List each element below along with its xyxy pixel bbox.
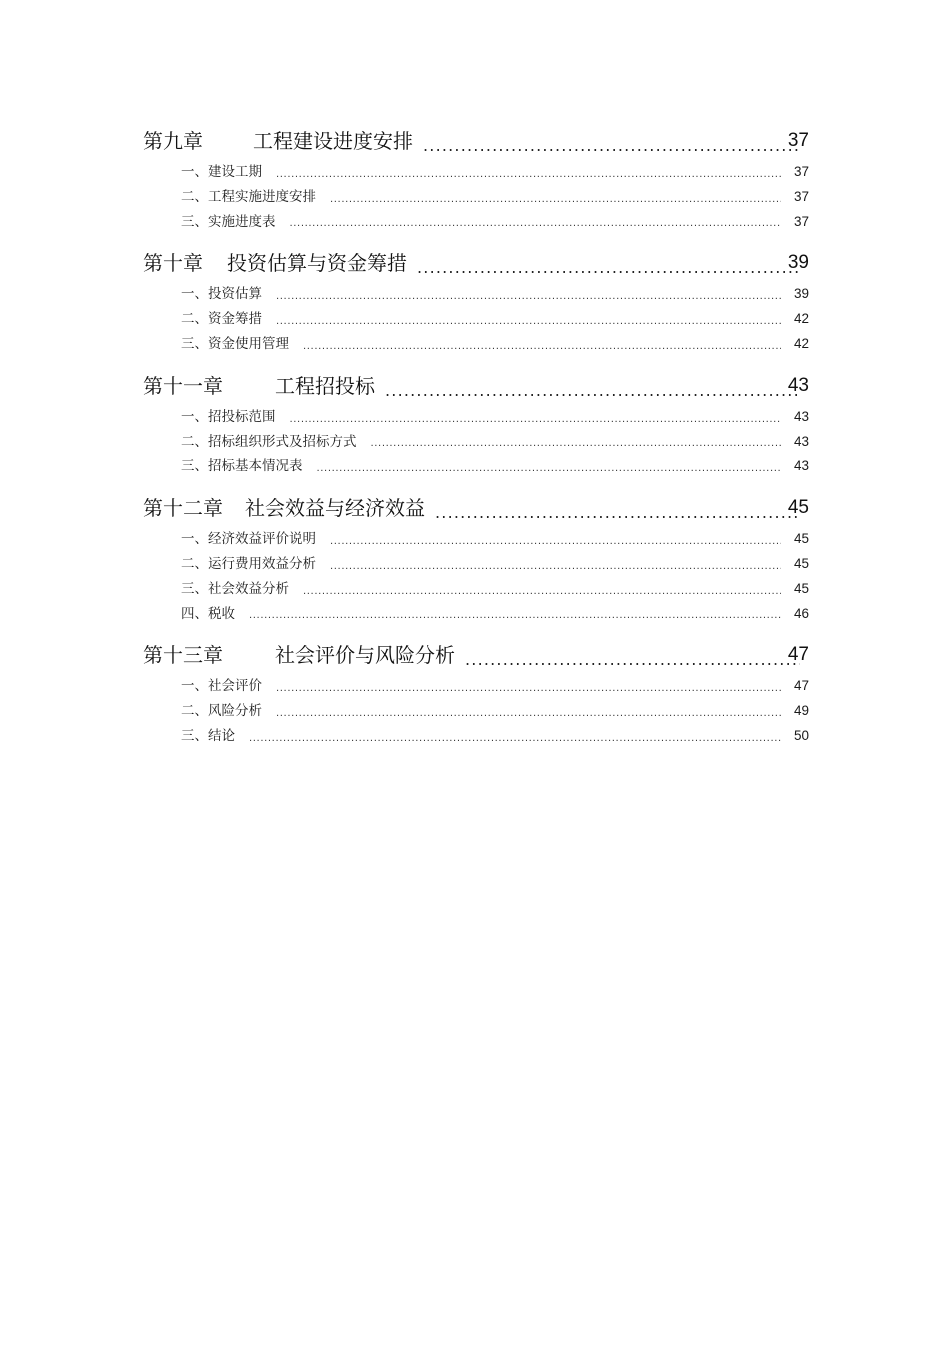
section-label: 二、运行费用效益分析 xyxy=(181,555,316,572)
toc-chapter-9 xyxy=(143,122,809,234)
chapter-heading[interactable] xyxy=(143,489,809,527)
toc-section[interactable] xyxy=(181,699,809,724)
chapter-title: 投资估算与资金筹措 xyxy=(227,251,407,276)
section-label: 四、税收 xyxy=(181,605,235,622)
section-label: 一、社会评价 xyxy=(181,678,262,695)
chapter-number: 第十一章 xyxy=(143,373,223,398)
page-number: 37 xyxy=(793,213,809,229)
toc-section[interactable] xyxy=(181,602,809,627)
toc-chapter-13 xyxy=(143,636,809,748)
toc-section[interactable] xyxy=(181,430,809,455)
dot-leader xyxy=(417,244,800,282)
toc-section[interactable] xyxy=(181,307,809,332)
dot-leader xyxy=(465,636,800,674)
section-label: 一、招投标范围 xyxy=(181,408,276,425)
page-number: 37 xyxy=(793,188,809,204)
page-number: 47 xyxy=(793,678,809,694)
toc-section[interactable] xyxy=(181,724,809,749)
toc-section[interactable] xyxy=(181,527,809,552)
page-number: 45 xyxy=(793,555,809,571)
page-number: 43 xyxy=(793,458,809,474)
chapter-number: 第九章 xyxy=(143,129,203,153)
toc-section[interactable] xyxy=(181,454,809,479)
toc-section[interactable] xyxy=(181,332,809,357)
dot-leader xyxy=(276,699,781,724)
section-label: 二、风险分析 xyxy=(181,703,262,720)
toc-section[interactable] xyxy=(181,552,809,577)
dot-leader xyxy=(435,489,800,527)
dot-leader xyxy=(423,122,800,160)
chapter-number: 第十章 xyxy=(143,251,203,276)
page-number: 39 xyxy=(793,286,809,302)
chapter-heading[interactable] xyxy=(143,636,809,674)
dot-leader xyxy=(276,674,781,699)
toc-chapter-10 xyxy=(143,244,809,356)
section-label: 三、实施进度表 xyxy=(181,213,276,230)
dot-leader xyxy=(290,405,782,430)
page-number: 47 xyxy=(787,644,809,666)
chapter-title: 工程建设进度安排 xyxy=(253,129,413,153)
dot-leader xyxy=(371,430,782,455)
section-label: 三、社会效益分析 xyxy=(181,580,289,597)
dot-leader xyxy=(385,367,800,405)
dot-leader xyxy=(303,577,781,602)
dot-leader xyxy=(317,454,782,479)
page-number: 42 xyxy=(793,335,809,351)
toc-section[interactable] xyxy=(181,282,809,307)
section-label: 一、经济效益评价说明 xyxy=(181,531,316,548)
dot-leader xyxy=(330,552,781,577)
section-label: 二、资金筹措 xyxy=(181,311,262,328)
page-number: 46 xyxy=(793,605,809,621)
section-label: 三、招标基本情况表 xyxy=(181,458,303,475)
toc-section[interactable] xyxy=(181,210,809,235)
toc-chapter-12 xyxy=(143,489,809,626)
chapter-heading[interactable] xyxy=(143,367,809,405)
page-number: 45 xyxy=(793,580,809,596)
dot-leader xyxy=(330,527,781,552)
page-number: 45 xyxy=(793,531,809,547)
toc-section[interactable] xyxy=(181,674,809,699)
chapter-title: 工程招投标 xyxy=(275,373,375,398)
page-number: 39 xyxy=(787,252,809,274)
chapter-heading[interactable] xyxy=(143,244,809,282)
page-number: 45 xyxy=(787,497,809,519)
dot-leader xyxy=(249,724,781,749)
page-number: 42 xyxy=(793,311,809,327)
dot-leader xyxy=(330,185,781,210)
page-number: 37 xyxy=(787,130,809,151)
page-number: 49 xyxy=(793,703,809,719)
section-label: 二、工程实施进度安排 xyxy=(181,188,316,205)
chapter-heading[interactable] xyxy=(143,122,809,160)
page-number: 50 xyxy=(793,727,809,743)
section-label: 三、资金使用管理 xyxy=(181,335,289,352)
section-label: 一、建设工期 xyxy=(181,164,262,180)
dot-leader xyxy=(303,332,781,357)
toc-section[interactable] xyxy=(181,405,809,430)
page-number: 43 xyxy=(793,433,809,449)
table-of-contents xyxy=(143,122,809,759)
dot-leader xyxy=(276,307,781,332)
chapter-title: 社会效益与经济效益 xyxy=(245,496,425,521)
toc-chapter-11 xyxy=(143,367,809,479)
section-label: 三、结论 xyxy=(181,727,235,744)
toc-section[interactable] xyxy=(181,577,809,602)
page-number: 43 xyxy=(787,374,809,396)
chapter-number: 第十三章 xyxy=(143,643,223,668)
chapter-number: 第十二章 xyxy=(143,496,223,521)
dot-leader xyxy=(290,210,782,235)
page-number: 37 xyxy=(793,164,809,179)
dot-leader xyxy=(276,282,781,307)
toc-section[interactable] xyxy=(181,185,809,210)
toc-section[interactable] xyxy=(181,160,809,185)
section-label: 二、招标组织形式及招标方式 xyxy=(181,433,357,450)
section-label: 一、投资估算 xyxy=(181,286,262,303)
dot-leader xyxy=(249,602,781,627)
dot-leader xyxy=(276,160,781,185)
page-number: 43 xyxy=(793,408,809,424)
chapter-title: 社会评价与风险分析 xyxy=(275,643,455,668)
